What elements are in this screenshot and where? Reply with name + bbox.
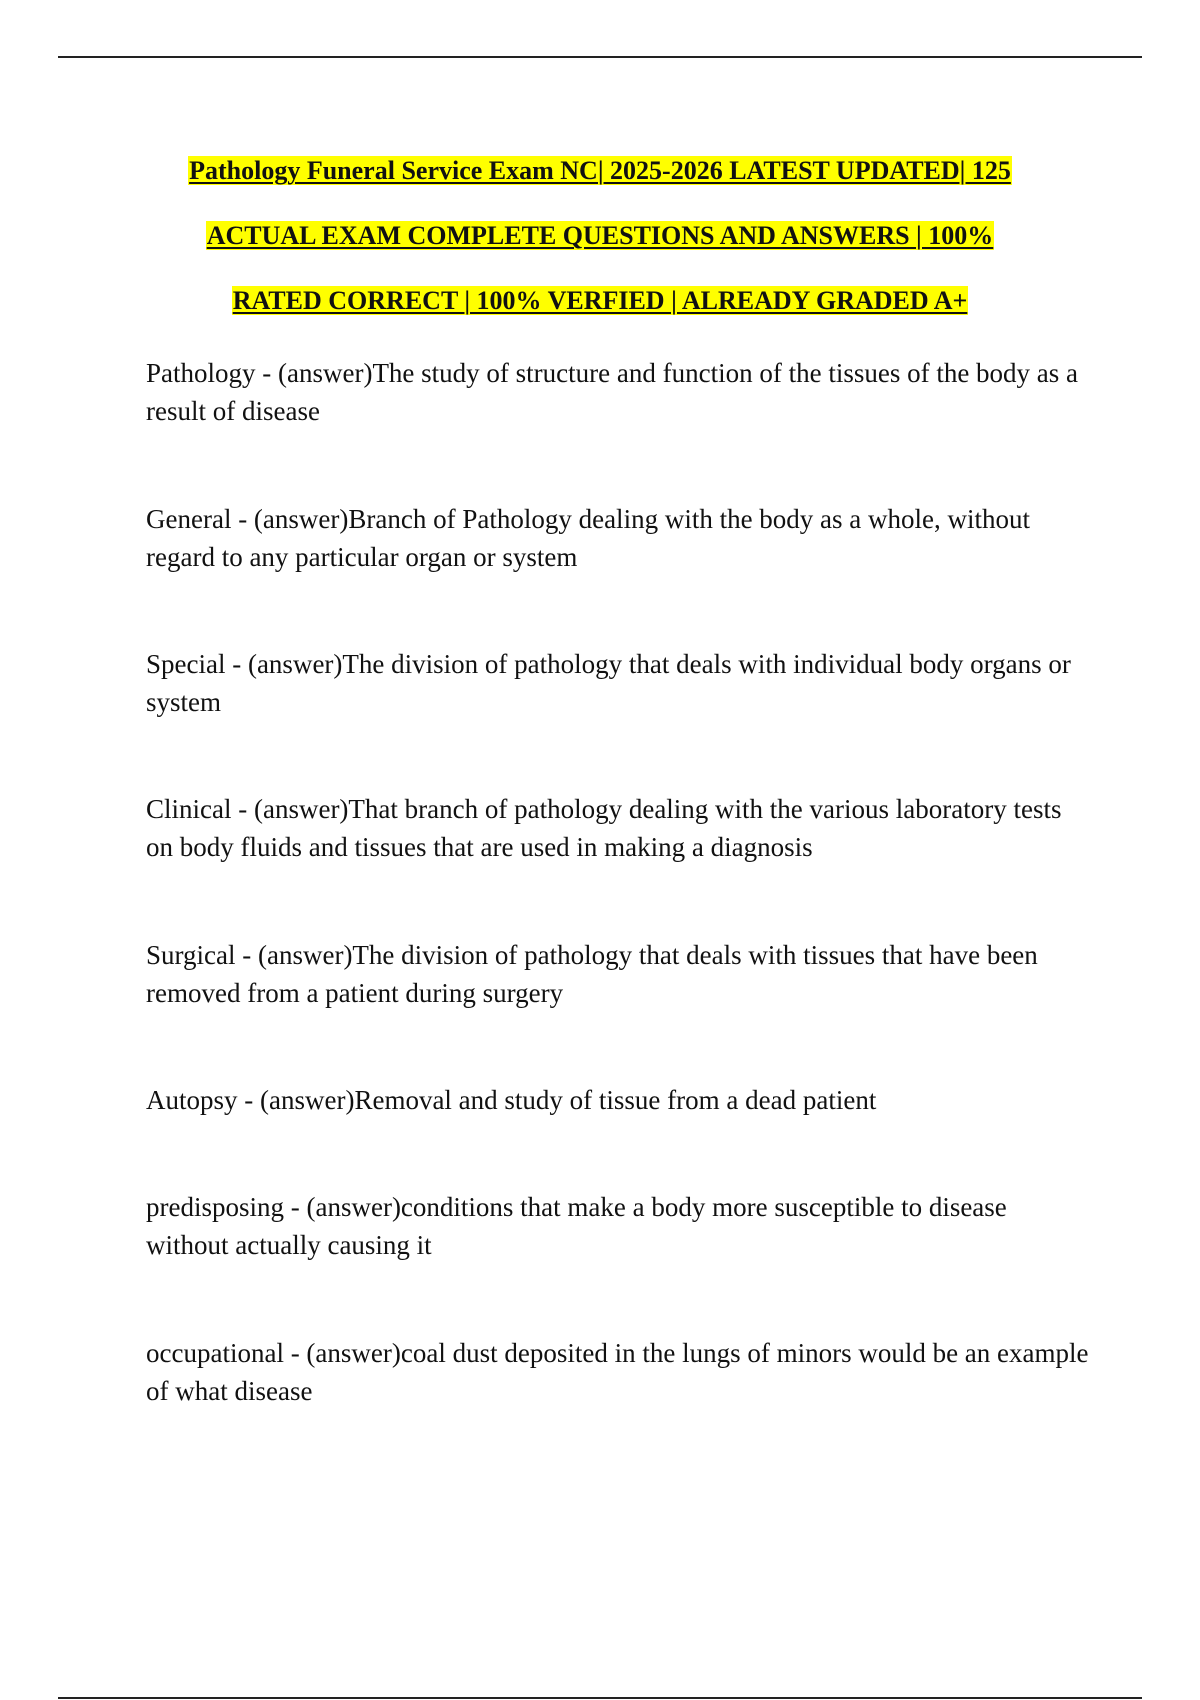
title-line-2: ACTUAL EXAM COMPLETE QUESTIONS AND ANSWERS | 100% xyxy=(206,221,994,250)
qa-entry-predisposing: predisposing - (answer)conditions that make a body more susceptible to disease without actually causing it xyxy=(146,1192,1007,1260)
title-line-3: RATED CORRECT | 100% VERFIED | ALREADY GRADED A+ xyxy=(232,286,968,315)
qa-entry-pathology: Pathology - (answer)The study of structure and function of the tissues of the body as a result of disease xyxy=(146,358,1079,426)
qa-entry-general: General - (answer)Branch of Pathology dealing with the body as a whole, without regard to any particular organ or system xyxy=(146,504,1031,572)
qa-entry-special: Special - (answer)The division of pathology that deals with individual body organs or system xyxy=(146,649,1071,717)
bottom-rule xyxy=(58,1697,1142,1699)
qa-entry-clinical: Clinical - (answer)That branch of pathology dealing with the various laboratory tests on body fluids and tissues that are used in making a diagnosis xyxy=(146,794,1062,862)
qa-entry-occupational: occupational - (answer)coal dust deposited in the lungs of minors would be an example of what disease xyxy=(146,1338,1089,1406)
top-rule xyxy=(58,56,1142,58)
document-title xyxy=(0,138,1200,333)
title-line-1: Pathology Funeral Service Exam NC| 2025-2026 LATEST UPDATED| 125 xyxy=(189,156,1011,185)
qa-entry-surgical: Surgical - (answer)The division of pathology that deals with tissues that have been removed from a patient during surgery xyxy=(146,940,1038,1008)
qa-entry-autopsy: Autopsy - (answer)Removal and study of tissue from a dead patient xyxy=(146,1085,877,1115)
